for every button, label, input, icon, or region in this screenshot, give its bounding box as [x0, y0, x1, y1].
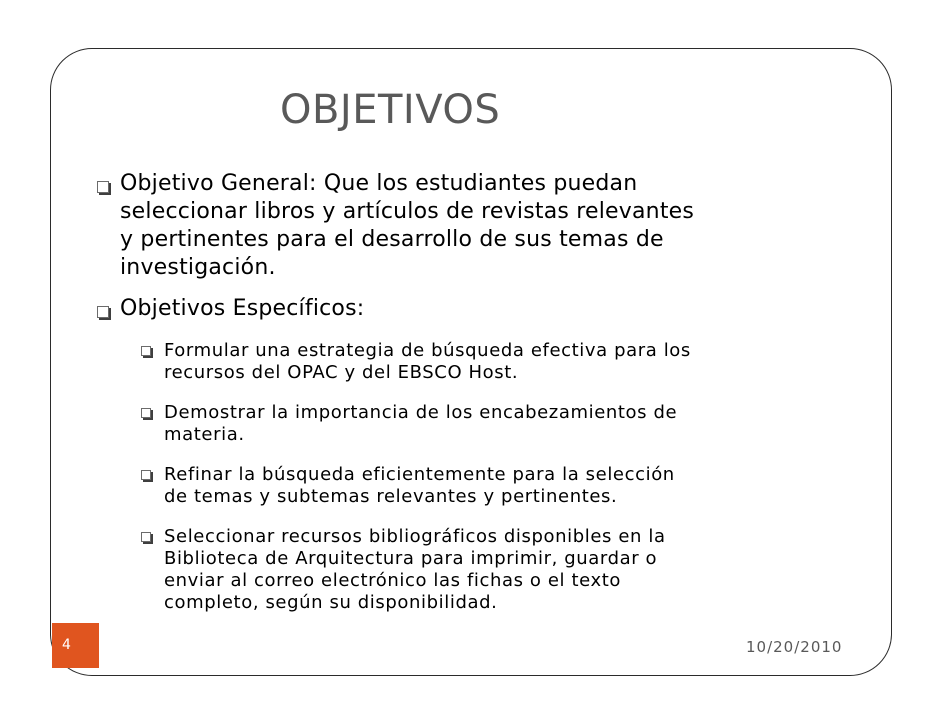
bullet-line: y pertinentes para el desarrollo de sus temas de [120, 227, 664, 252]
slide-number: 4 [52, 623, 99, 668]
sub-bullet [164, 464, 675, 508]
checkbox-bullet-icon [141, 408, 151, 418]
slide-date: 10/20/2010 [746, 638, 843, 656]
bullet-line: Demostrar la importancia de los encabezamientos de [164, 402, 678, 423]
checkbox-bullet-icon [141, 346, 151, 356]
bullet-line: Objetivos Específicos: [120, 296, 365, 321]
bullet-line: Refinar la búsqueda eficientemente para la selección [164, 464, 675, 485]
bullet-line: recursos del OPAC y del EBSCO Host. [164, 362, 519, 383]
bullet-line: materia. [164, 424, 245, 445]
checkbox-bullet-icon [97, 181, 109, 193]
sub-bullet [164, 340, 691, 384]
bullet-line: de temas y subtemas relevantes y pertinentes. [164, 486, 618, 507]
bullet-line: Seleccionar recursos bibliográficos disponibles en la [164, 526, 666, 547]
bullet-specific-objectives [120, 295, 364, 323]
bullet-line: completo, según su disponibilidad. [164, 592, 498, 613]
sub-bullet [164, 402, 677, 446]
bullet-line: Objetivo General: Que los estudiantes puedan [120, 171, 638, 196]
slide-title: OBJETIVOS [280, 87, 501, 133]
sub-bullet [164, 526, 666, 614]
checkbox-bullet-icon [97, 306, 109, 318]
checkbox-bullet-icon [141, 532, 151, 542]
checkbox-bullet-icon [141, 470, 151, 480]
bullet-line: investigación. [120, 255, 276, 280]
bullet-line: seleccionar libros y artículos de revistas relevantes [120, 199, 695, 224]
bullet-line: Formular una estrategia de búsqueda efectiva para los [164, 340, 691, 361]
bullet-general-objective [120, 170, 694, 282]
bullet-line: Biblioteca de Arquitectura para imprimir, guardar o [164, 548, 658, 569]
bullet-line: enviar al correo electrónico las fichas o el texto [164, 570, 621, 591]
